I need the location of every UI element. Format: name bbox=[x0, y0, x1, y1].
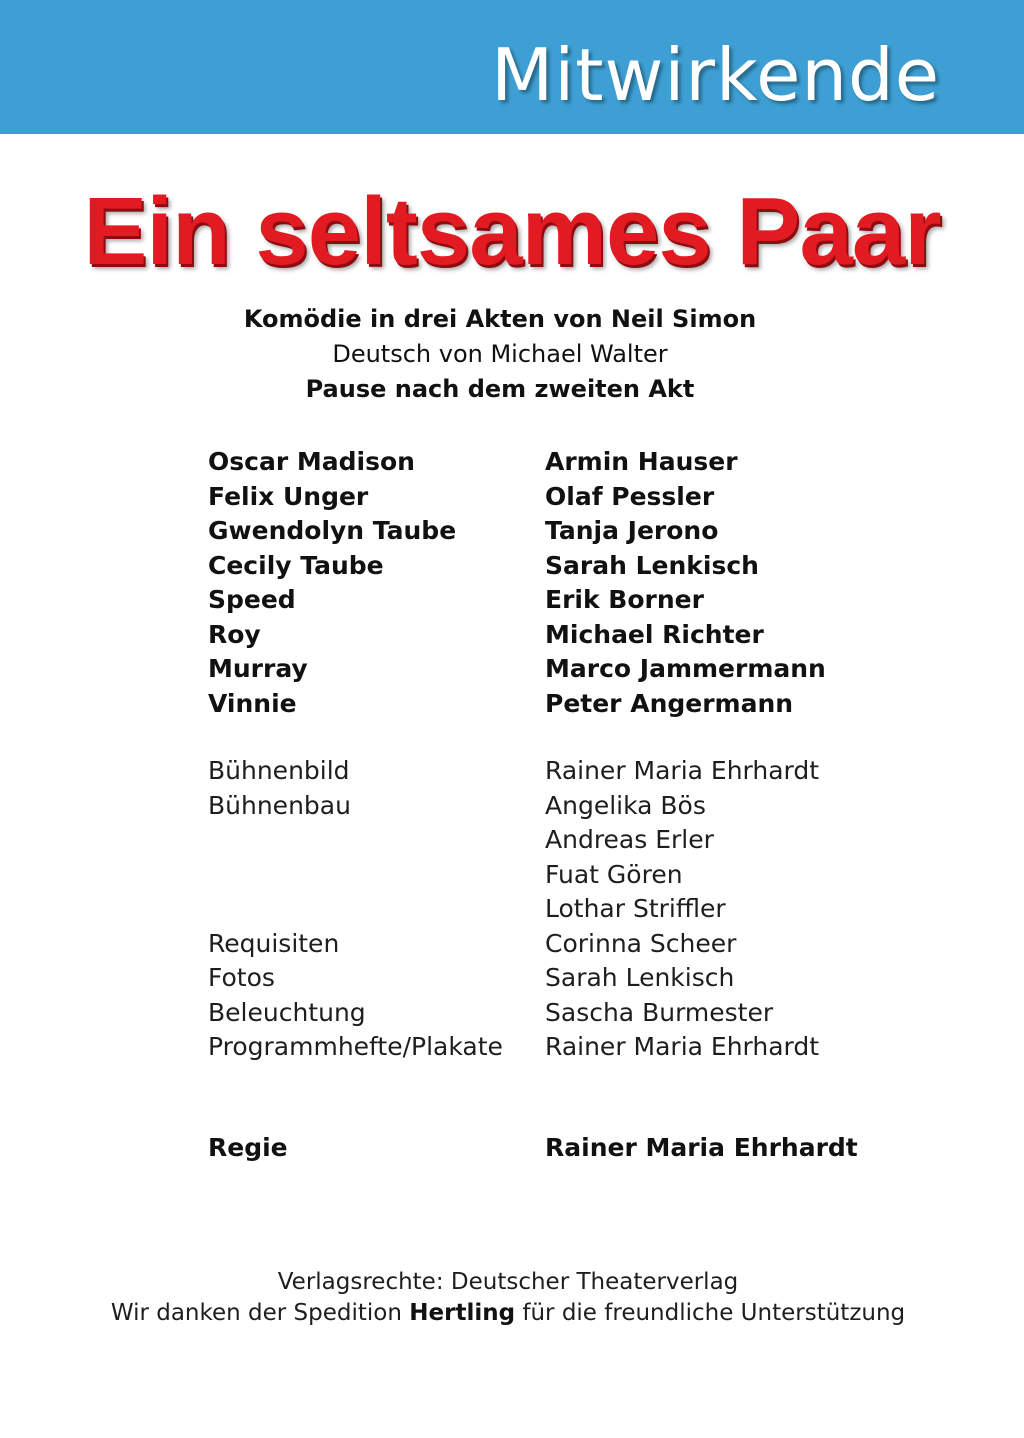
cast-row bbox=[208, 652, 908, 687]
cast-row bbox=[208, 687, 908, 722]
rights-note: Verlagsrechte: Deutscher Theaterverlag bbox=[277, 1269, 739, 1295]
crew-row bbox=[208, 858, 908, 893]
cast-role: Murray bbox=[208, 654, 308, 683]
crew-row bbox=[208, 892, 908, 927]
cast-actor: Erik Borner bbox=[545, 585, 704, 614]
cast-role: Gwendolyn Taube bbox=[208, 516, 457, 545]
crew-member: Sascha Burmester bbox=[545, 997, 774, 1027]
crew-row bbox=[208, 789, 908, 824]
crew-role: Requisiten bbox=[208, 928, 340, 958]
thanks-note bbox=[0, 1300, 1016, 1326]
cast-row bbox=[208, 549, 908, 584]
cast-row bbox=[208, 583, 908, 618]
thanks-prefix: Wir danken der Spedition bbox=[110, 1300, 402, 1326]
crew-list bbox=[208, 754, 908, 1065]
crew-role: Beleuchtung bbox=[208, 997, 366, 1027]
cast-row bbox=[208, 480, 908, 515]
crew-role: Bühnenbau bbox=[208, 790, 351, 820]
header-band bbox=[0, 0, 1024, 134]
cast-actor: Tanja Jerono bbox=[545, 516, 719, 545]
crew-member: Sarah Lenkisch bbox=[545, 963, 735, 992]
crew-member: Andreas Erler bbox=[545, 825, 714, 854]
crew-member: Lothar Striffler bbox=[545, 894, 726, 923]
crew-role: Programmhefte/Plakate bbox=[208, 1032, 503, 1061]
director-role: Regie bbox=[208, 1133, 288, 1162]
crew-row bbox=[208, 927, 908, 962]
crew-row bbox=[208, 823, 908, 858]
crew-row bbox=[208, 1030, 908, 1065]
director-row bbox=[208, 1131, 908, 1166]
cast-role: Speed bbox=[208, 585, 296, 614]
play-title: Ein seltsames Paar bbox=[83, 178, 941, 285]
cast-row bbox=[208, 514, 908, 549]
crew-member: Fuat Gören bbox=[545, 859, 683, 889]
crew-member: Corinna Scheer bbox=[545, 928, 737, 958]
crew-member: Rainer Maria Ehrhardt bbox=[545, 1032, 820, 1061]
cast-role: Vinnie bbox=[208, 688, 297, 718]
crew-row bbox=[208, 754, 908, 789]
cast-role: Oscar Madison bbox=[208, 447, 415, 476]
cast-actor: Peter Angermann bbox=[545, 688, 794, 718]
header-title: Mitwirkende bbox=[491, 33, 940, 117]
translation-credit: Deutsch von Michael Walter bbox=[332, 340, 668, 368]
cast-list bbox=[208, 445, 908, 721]
cast-row bbox=[208, 618, 908, 653]
cast-actor: Michael Richter bbox=[545, 619, 764, 649]
play-subtitle: Komödie in drei Akten von Neil Simon bbox=[243, 305, 757, 333]
cast-actor: Armin Hauser bbox=[545, 447, 738, 476]
intermission-note: Pause nach dem zweiten Akt bbox=[305, 375, 695, 403]
crew-role: Fotos bbox=[208, 963, 275, 992]
crew-member: Angelika Bös bbox=[545, 790, 706, 820]
cast-actor: Marco Jammermann bbox=[545, 654, 826, 683]
cast-actor: Sarah Lenkisch bbox=[545, 550, 759, 580]
sponsor-name: Hertling bbox=[409, 1300, 516, 1326]
thanks-suffix: für die freundliche Unterstützung bbox=[522, 1300, 906, 1326]
cast-row bbox=[208, 445, 908, 480]
director-credit bbox=[208, 1131, 908, 1166]
director-name: Rainer Maria Ehrhardt bbox=[545, 1133, 858, 1162]
cast-role: Felix Unger bbox=[208, 481, 369, 511]
crew-row bbox=[208, 961, 908, 996]
crew-row bbox=[208, 996, 908, 1031]
cast-role: Cecily Taube bbox=[208, 550, 384, 580]
cast-actor: Olaf Pessler bbox=[545, 481, 715, 511]
crew-role: Bühnenbild bbox=[208, 756, 350, 785]
crew-member: Rainer Maria Ehrhardt bbox=[545, 756, 820, 785]
cast-role: Roy bbox=[208, 619, 261, 649]
